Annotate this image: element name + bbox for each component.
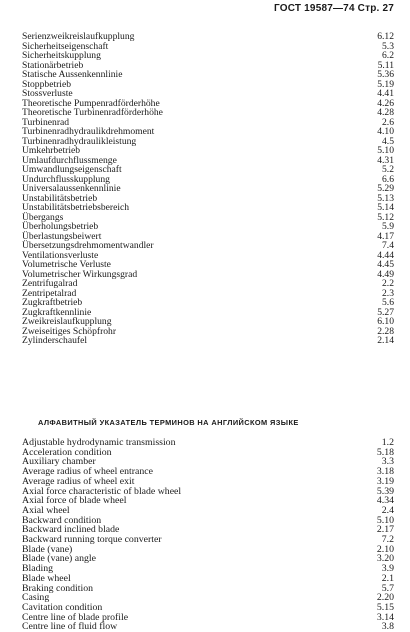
index-number: 3.20 <box>376 553 394 565</box>
index-term: Überholungsbetrieb <box>22 221 99 232</box>
index-number: 5.29 <box>377 183 394 194</box>
index-number: 4.31 <box>377 154 394 166</box>
index-number: 5.18 <box>376 446 394 458</box>
index-number: 4.10 <box>377 126 394 137</box>
index-number: 2.1 <box>381 572 394 584</box>
index-term: Blade (vane) <box>22 543 73 555</box>
index-term: Zylinderschaufel <box>22 335 87 346</box>
index-entry <box>22 613 394 623</box>
index-term: Blading <box>22 563 54 575</box>
index-term: Unstabilitätsbetriebsbereich <box>22 202 130 213</box>
index-number: 5.9 <box>382 221 394 232</box>
index-entry <box>22 535 394 545</box>
index-entry <box>22 70 394 80</box>
index-number: 6.6 <box>382 173 394 185</box>
index-entry <box>22 108 394 118</box>
index-term: Axial force of blade wheel <box>22 495 127 507</box>
page-header: ГОСТ 19587—74 Стр. 27 <box>274 3 394 14</box>
english-term-index <box>22 438 394 632</box>
index-number: 3.8 <box>381 621 394 632</box>
index-entry <box>22 564 394 574</box>
index-entry <box>22 622 394 632</box>
index-term: Acceleration condition <box>22 446 112 458</box>
index-term: Umwandlungseigenschaft <box>22 164 122 175</box>
index-term: Turbinenradhydraulikdrehmoment <box>22 126 155 137</box>
index-number: 5.13 <box>377 192 394 204</box>
index-number: 4.45 <box>377 259 394 270</box>
index-number: 5.19 <box>377 78 394 90</box>
index-number: 3.14 <box>376 611 394 623</box>
index-term: Unstabilitätsbetrieb <box>22 192 98 204</box>
index-term: Blade (vane) angle <box>22 553 96 565</box>
index-term: Casing <box>22 592 50 604</box>
index-number: 5.3 <box>382 40 394 52</box>
index-number: 2.2 <box>382 278 394 289</box>
index-term: Umkehrbetrieb <box>22 145 81 156</box>
index-term: Ventilationsverluste <box>22 249 99 261</box>
index-term: Blade wheel <box>22 572 71 584</box>
index-term: Sicherheitseigenschaft <box>22 40 109 52</box>
index-number: 3.18 <box>376 466 394 478</box>
index-entry <box>22 336 394 346</box>
index-term: Überlastungsbeiwert <box>22 230 102 242</box>
index-term: Zweikreislaufkupplung <box>22 316 112 327</box>
index-term: Serienzweikreislaufkupplung <box>22 31 135 42</box>
index-number: 5.36 <box>377 69 394 80</box>
index-entry <box>22 203 394 213</box>
index-number: 5.7 <box>381 582 394 594</box>
index-term: Average radius of wheel exit <box>22 475 135 487</box>
index-number: 2.17 <box>376 524 394 536</box>
index-term: Übergangs <box>22 211 64 223</box>
index-number: 6.12 <box>377 31 394 42</box>
index-number: 5.39 <box>376 485 394 497</box>
index-term: Stoppbetrieb <box>22 78 72 90</box>
index-entry <box>22 80 394 90</box>
index-term: Statische Aussenkennlinie <box>22 69 123 80</box>
index-term: Centre line of blade profile <box>22 611 129 623</box>
index-number: 6.10 <box>377 316 394 327</box>
index-term: Zugkraftkennlinie <box>22 306 92 318</box>
index-number: 5.27 <box>377 306 394 318</box>
index-number: 7.2 <box>381 534 394 546</box>
index-number: 4.49 <box>377 268 394 280</box>
index-entry <box>22 554 394 564</box>
german-term-index <box>22 32 394 346</box>
index-number: 4.26 <box>377 97 394 109</box>
index-term: Zugkraftbetrieb <box>22 297 83 308</box>
index-number: 2.3 <box>382 287 394 299</box>
index-number: 4.5 <box>382 135 394 147</box>
index-term: Übersetzungsdrehmomentwandler <box>22 240 154 251</box>
index-number: 3.19 <box>376 475 394 487</box>
index-term: Braking condition <box>22 582 94 594</box>
index-term: Zentrifugalrad <box>22 278 78 289</box>
index-number: 2.28 <box>377 325 394 337</box>
index-number: 5.10 <box>377 145 394 156</box>
index-number: 2.10 <box>376 543 394 555</box>
index-term: Theoretische Pumpenradförderhöhe <box>22 97 160 109</box>
index-term: Stationärbetrieb <box>22 59 84 71</box>
index-term: Umlaufdurchflussmenge <box>22 154 117 166</box>
index-number: 7.4 <box>382 240 394 251</box>
index-term: Centre line of fluid flow <box>22 621 118 632</box>
index-number: 2.20 <box>376 592 394 604</box>
index-number: 5.15 <box>376 601 394 613</box>
index-number: 5.6 <box>382 297 394 308</box>
index-number: 4.34 <box>376 495 394 507</box>
index-number: 5.10 <box>376 514 394 526</box>
index-term: Zentripetalrad <box>22 287 77 299</box>
index-term: Axial wheel <box>22 504 70 516</box>
index-number: 1.2 <box>381 437 394 448</box>
index-term: Theoretische Turbinenradförderhöhe <box>22 107 163 118</box>
index-entry <box>22 496 394 506</box>
index-number: 5.12 <box>377 211 394 223</box>
index-term: Turbinenrad <box>22 116 70 128</box>
index-number: 6.2 <box>382 50 394 61</box>
index-term: Volumetrischer Wirkungsgrad <box>22 268 138 280</box>
section-title-english-index: АЛФАВИТНЫЙ УКАЗАТЕЛЬ ТЕРМИНОВ НА АНГЛИЙСКОМ ЯЗЫКЕ <box>38 418 299 427</box>
index-number: 3.3 <box>381 456 394 468</box>
index-number: 2.4 <box>381 504 394 516</box>
index-term: Volumetrische Verluste <box>22 259 111 270</box>
index-term: Turbinenradhydraulikleistung <box>22 135 137 147</box>
index-term: Adjustable hydrodynamic transmission <box>22 437 176 448</box>
index-number: 4.41 <box>377 88 394 99</box>
index-term: Undurchflusskupplung <box>22 173 110 185</box>
index-term: Universalaussenkennlinie <box>22 183 121 194</box>
index-term: Axial force characteristic of blade wheel <box>22 485 182 497</box>
index-entry <box>22 584 394 594</box>
index-number: 5.14 <box>377 202 394 213</box>
index-entry <box>22 270 394 280</box>
index-number: 4.44 <box>377 249 394 261</box>
index-number: 5.2 <box>382 164 394 175</box>
index-term: Backward inclined blade <box>22 524 120 536</box>
index-term: Backward running torque converter <box>22 534 162 546</box>
index-number: 5.11 <box>377 59 394 71</box>
index-term: Sicherheitskupplung <box>22 50 101 61</box>
index-number: 2.14 <box>377 335 394 346</box>
index-number: 4.17 <box>377 230 394 242</box>
index-entry <box>22 279 394 289</box>
index-number: 2.6 <box>382 116 394 128</box>
index-number: 4.28 <box>377 107 394 118</box>
index-term: Cavitation condition <box>22 601 103 613</box>
index-term: Stossverluste <box>22 88 73 99</box>
index-term: Zweiseitiges Schöpfrohr <box>22 325 117 337</box>
index-term: Backward condition <box>22 514 102 526</box>
index-term: Average radius of wheel entrance <box>22 466 153 478</box>
index-number: 3.9 <box>381 563 394 575</box>
index-term: Auxiliary chamber <box>22 456 96 468</box>
